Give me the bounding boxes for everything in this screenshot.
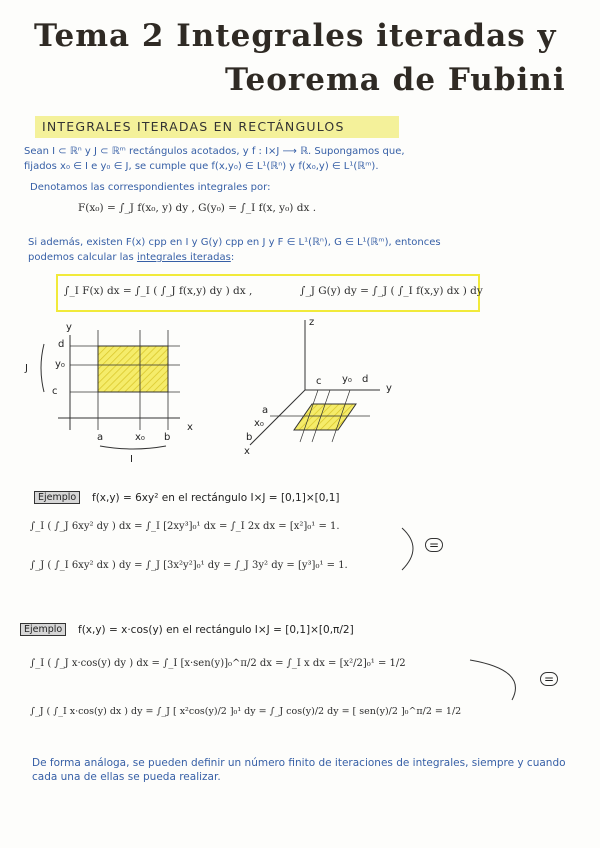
c-label: c [52,386,58,397]
example-2-calc-2: ∫_J ( ∫_I x·cos(y) dx ) dy = ∫_J [ x²cos(y)/2 ]₀¹ dy = ∫_J cos(y)/2 dy = [ sen(y)/2 ]₀^π/2 = 1/2 [30,706,462,717]
title-line-2: Teorema de Fubini [225,62,566,98]
i-label: I [130,454,133,465]
z-axis-3d-label: z [309,317,315,328]
a-label: a [97,432,104,443]
intro-line-5a: podemos calcular las [28,252,137,263]
x-axis-3d-label: x [244,446,250,457]
iterated-integrals-term: integrales iteradas [136,252,231,263]
example-2-equal-sign: = [540,672,558,686]
x0-3d-label: x₀ [254,418,264,429]
conclusion-text: De forma análoga, se pueden definir un número finito de iteraciones de integrales, siempre y cuando cada una de ellas se pueda realizar. [32,757,566,783]
intro-line-1: Sean I ⊂ ℝⁿ y J ⊂ ℝᵐ rectángulos acotados, y f : I×J ⟶ ℝ. Supongamos que, [24,146,405,157]
b-3d-label: b [246,432,253,443]
x-axis-label: x [187,422,193,433]
example-2-label: Ejemplo [20,623,66,636]
intro-line-5c: : [230,252,235,263]
example-1-statement: f(x,y) = 6xy² en el rectángulo I×J = [0,1]×[0,1] [92,492,340,504]
example-1-calc-1: ∫_I ( ∫_J 6xy² dy ) dx = ∫_I [2xy³]₀¹ dx = ∫_I 2x dx = [x²]₀¹ = 1. [30,521,340,532]
y-axis-3d-label: y [386,383,392,394]
c-3d-label: c [316,376,322,387]
example-2-statement: f(x,y) = x·cos(y) en el rectángulo I×J = [0,1]×[0,π/2] [78,624,354,636]
intro-line-4: Si además, existen F(x) cpp en I y G(y) cpp en J y F ∈ L¹(ℝⁿ), G ∈ L¹(ℝᵐ), entonces [28,237,441,248]
y0-label: y₀ [55,359,65,370]
example-2-calc-1: ∫_I ( ∫_J x·cos(y) dy ) dx = ∫_I [x·sen(y)]₀^π/2 dx = ∫_I x dx = [x²/2]₀¹ = 1/2 [30,658,406,669]
a-3d-label: a [262,405,269,416]
intro-line-2: fijados x₀ ∈ I e y₀ ∈ J, se cumple que f(x,y₀) ∈ L¹(ℝⁿ) y f(x₀,y) ∈ L¹(ℝᵐ). [24,161,379,172]
definition-formula: F(x₀) = ∫_J f(x₀, y) dy , G(y₀) = ∫_I f(x, y₀) dx . [78,202,317,214]
title-line-1: Tema 2 Integrales iteradas y [34,18,557,54]
j-label: J [25,363,28,374]
y0-3d-label: y₀ [342,374,352,385]
d-label: d [58,339,65,350]
y-axis-label: y [66,322,72,333]
equality-arc-1 [402,528,413,570]
d-3d-label: d [362,374,369,385]
x0-label: x₀ [135,432,145,443]
example-1-equal-sign: = [425,538,443,552]
example-1-calc-2: ∫_J ( ∫_I 6xy² dx ) dy = ∫_J [3x²y²]₀¹ dy = ∫_J 3y² dy = [y³]₀¹ = 1. [30,560,348,571]
boxed-formula-left: ∫_I F(x) dx = ∫_I ( ∫_J f(x,y) dy ) dx , [64,285,253,297]
b-label: b [164,432,171,443]
equality-arc-2 [470,660,515,700]
boxed-formula-right: ∫_J G(y) dy = ∫_J ( ∫_I f(x,y) dx ) dy [300,285,483,297]
intro-line-3: Denotamos las correspondientes integrales por: [30,182,271,193]
example-1-label: Ejemplo [34,491,80,504]
section-heading: INTEGRALES ITERADAS EN RECTÁNGULOS [42,119,345,134]
rectangle-3d-diagram [250,320,380,445]
